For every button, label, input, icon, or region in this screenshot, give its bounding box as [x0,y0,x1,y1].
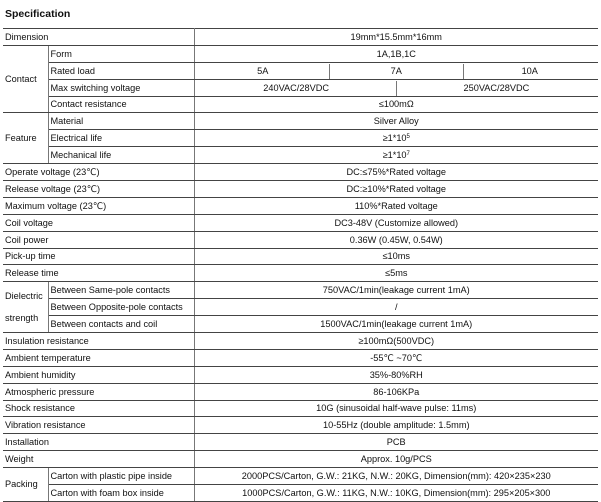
release-voltage-label: Release voltage (23℃) [3,181,194,198]
packing-foam-value: 1000PCS/Carton, G.W.: 11KG, N.W.: 10KG, Dimension(mm): 295×205×300 [194,485,598,502]
ambient-temperature-value: -55℃ ~70℃ [194,349,598,366]
insulation-resistance-value: ≥100mΩ(500VDC) [194,333,598,350]
vibration-resistance-label: Vibration resistance [3,417,194,434]
max-switching-voltage-label: Max switching voltage [48,79,194,96]
mechanical-life-label: Mechanical life [48,147,194,164]
row-coil-power [3,231,598,248]
packing-plastic-label: Carton with plastic pipe inside [48,468,194,485]
row-coil-voltage [3,214,598,231]
feature-group-label: Feature [3,113,48,164]
row-atmospheric-pressure [3,383,598,400]
electrical-life-base: ≥1*10 [382,133,407,144]
max-switching-voltage-250: 250VAC/28VDC [463,82,530,93]
dielectric-group-label [3,282,48,333]
rated-load-values [194,62,598,79]
max-switching-voltage-values [194,79,598,96]
rated-load-10a: 10A [521,65,538,76]
material-value: Silver Alloy [194,113,598,130]
row-vibration-resistance [3,417,598,434]
row-release-time [3,265,598,282]
coil-voltage-value: DC3-48V (Customize allowed) [194,214,598,231]
row-release-voltage [3,181,598,198]
installation-value: PCB [194,434,598,451]
row-packing-foam [3,485,598,502]
row-dielectric-contacts-coil [3,316,598,333]
coil-power-value: 0.36W (0.45W, 0.54W) [194,231,598,248]
shock-resistance-label: Shock resistance [3,400,194,417]
row-shock-resistance [3,400,598,417]
dielectric-same-pole-label: Between Same-pole contacts [48,282,194,299]
weight-value: Approx. 10g/PCS [194,451,598,468]
row-ambient-temperature [3,349,598,366]
atmospheric-pressure-label: Atmospheric pressure [3,383,194,400]
rated-load-7a: 7A [330,64,464,79]
row-dielectric-opposite-pole [3,299,598,316]
dielectric-same-pole-value: 750VAC/1min(leakage current 1mA) [194,282,598,299]
row-dielectric-same-pole [3,282,598,299]
spec-title: Specification [5,8,71,20]
dielectric-opposite-pole-value: / [194,299,598,316]
shock-resistance-value: 10G (sinusoidal half-wave pulse: 11ms) [194,400,598,417]
row-installation [3,434,598,451]
row-insulation-resistance [3,333,598,350]
form-value: 1A,1B,1C [194,45,598,62]
ambient-humidity-value: 35%-80%RH [194,366,598,383]
weight-label: Weight [3,451,194,468]
dielectric-opposite-pole-label: Between Opposite-pole contacts [48,299,194,316]
electrical-life-label: Electrical life [48,130,194,147]
mechanical-life-base: ≥1*10 [382,150,407,161]
row-packing-plastic [3,468,598,485]
release-time-value: ≤5ms [194,265,598,282]
contact-resistance-value: ≤100mΩ [194,96,598,113]
rated-load-5a: 5A [197,64,331,79]
maximum-voltage-label: Maximum voltage (23℃) [3,197,194,214]
dielectric-line-2: strength [5,313,39,324]
dimension-value: 19mm*15.5mm*16mm [194,29,598,46]
maximum-voltage-value: 110%*Rated voltage [194,197,598,214]
dielectric-line-1: Dielectric [5,291,43,302]
form-label: Form [48,45,194,62]
row-ambient-humidity [3,366,598,383]
release-voltage-value: DC:≥10%*Rated voltage [194,181,598,198]
row-max-switching-voltage [3,79,598,96]
row-contact-resistance [3,96,598,113]
vibration-resistance-value: 10-55Hz (double amplitude: 1.5mm) [194,417,598,434]
dielectric-contacts-coil-value: 1500VAC/1min(leakage current 1mA) [194,316,598,333]
coil-voltage-label: Coil voltage [3,214,194,231]
contact-resistance-label: Contact resistance [48,96,194,113]
dimension-label: Dimension [3,29,194,46]
electrical-life-exponent: 5 [406,134,410,141]
dielectric-contacts-coil-label: Between contacts and coil [48,316,194,333]
release-time-label: Release time [3,265,194,282]
rated-load-label: Rated load [48,62,194,79]
row-form [3,45,598,62]
row-weight [3,451,598,468]
row-electrical-life [3,130,598,147]
insulation-resistance-label: Insulation resistance [3,333,194,350]
row-pickup-time [3,248,598,265]
row-dimension [3,29,598,46]
atmospheric-pressure-value: 86-106KPa [194,383,598,400]
contact-group-label: Contact [3,45,48,113]
coil-power-label: Coil power [3,231,194,248]
installation-label: Installation [3,434,194,451]
row-mechanical-life [3,147,598,164]
row-material [3,113,598,130]
row-maximum-voltage [3,197,598,214]
operate-voltage-value: DC:≤75%*Rated voltage [194,164,598,181]
pickup-time-value: ≤10ms [194,248,598,265]
packing-group-label: Packing [3,468,48,502]
packing-foam-label: Carton with foam box inside [48,485,194,502]
row-rated-load [3,62,598,79]
material-label: Material [48,113,194,130]
electrical-life-value [194,130,598,147]
max-switching-voltage-240: 240VAC/28VDC [197,81,397,96]
mechanical-life-value [194,147,598,164]
ambient-humidity-label: Ambient humidity [3,366,194,383]
row-operate-voltage [3,164,598,181]
pickup-time-label: Pick-up time [3,248,194,265]
packing-plastic-value: 2000PCS/Carton, G.W.: 21KG, N.W.: 20KG, Dimension(mm): 420×235×230 [194,468,598,485]
operate-voltage-label: Operate voltage (23℃) [3,164,194,181]
mechanical-life-exponent: 7 [406,151,410,158]
specification-table [3,28,598,502]
ambient-temperature-label: Ambient temperature [3,349,194,366]
